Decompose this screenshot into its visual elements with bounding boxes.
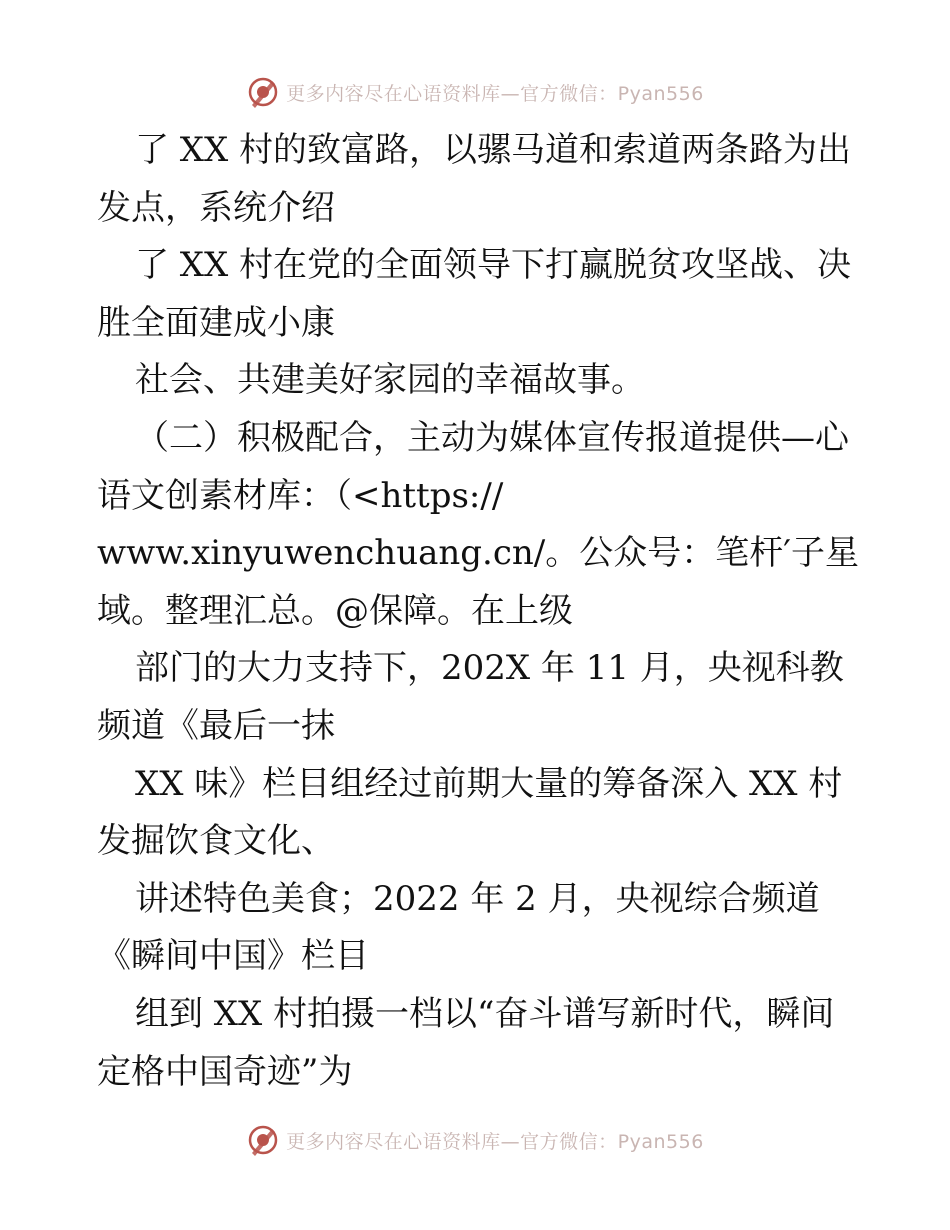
text-line: XX 味》栏目组经过前期大量的筹备深入 XX 村	[135, 763, 843, 804]
text-line: 胜全面建成小康	[97, 302, 335, 343]
text-line: 定格中国奇迹”为	[97, 1051, 353, 1092]
watermark-text: 更多内容尽在心语资料库—官方微信：Pyan556	[286, 82, 704, 105]
text-line: 部门的大力支持下，202X 年 11 月，央视科教	[135, 648, 844, 689]
text-line: 了 XX 村在党的全面领导下打赢脱贫攻坚战、决	[135, 245, 852, 286]
text-line: （二）积极配合，主动为媒体宣传报道提供—心	[135, 417, 849, 458]
document-body	[97, 122, 857, 1101]
text-line: 频道《最后一抹	[97, 705, 335, 746]
text-line: www.xinyuwenchuang.cn/。公众号：笔杆′子星	[97, 533, 859, 574]
text-line: 发点，系统介绍	[97, 187, 335, 228]
watermark-text: 更多内容尽在心语资料库—官方微信：Pyan556	[286, 1130, 704, 1153]
text-line: 社会、共建美好家园的幸福故事。	[135, 360, 645, 401]
text-line: 域。整理汇总。@保障。在上级	[97, 590, 573, 631]
text-line: 《瞬间中国》栏目	[97, 936, 369, 977]
text-line: 组到 XX 村拍摄一档以“奋斗谱写新时代，瞬间	[135, 993, 835, 1034]
text-line: 语文创素材库：（<https://	[97, 475, 504, 516]
text-line: 发掘饮食文化、	[97, 821, 335, 862]
text-line: 讲述特色美食；2022 年 2 月，央视综合频道	[135, 878, 820, 919]
footer-watermark	[0, 1120, 950, 1160]
pen-logo-icon	[246, 1123, 280, 1157]
text-line: 了 XX 村的致富路，以骡马道和索道两条路为出	[135, 130, 852, 170]
header-watermark	[0, 72, 950, 112]
pen-logo-icon	[246, 75, 280, 109]
